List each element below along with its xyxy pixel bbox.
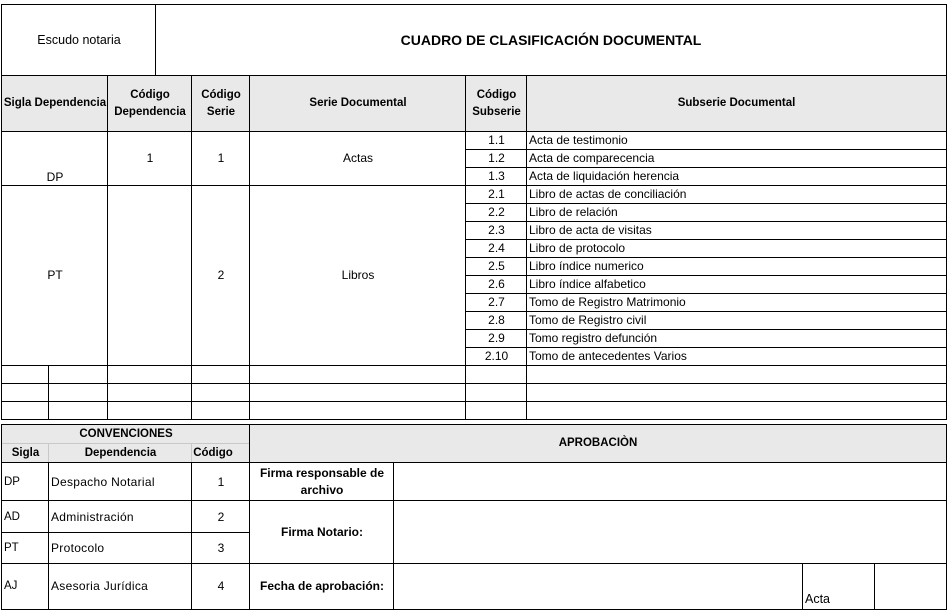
convention-codigo: 3 <box>217 541 225 555</box>
subserie-name: Libro índice alfabetico <box>529 276 646 291</box>
subserie-code: 1.3 <box>488 168 505 183</box>
col-header-codigo-subserie: Código Subserie <box>472 88 521 118</box>
subserie-name: Libro de protocolo <box>529 240 626 255</box>
grid-line <box>802 563 803 610</box>
subserie-code: 2.7 <box>488 294 505 309</box>
subserie-code: 2.3 <box>488 222 505 237</box>
grid-line <box>466 239 947 240</box>
grid-line <box>48 462 49 610</box>
grid-line <box>393 462 394 610</box>
grid-line <box>2 75 947 76</box>
convention-sigla: AJ <box>4 580 18 592</box>
grid-line <box>2 424 947 425</box>
grid-line <box>2 443 250 444</box>
subserie-code: 1.2 <box>488 150 505 165</box>
convention-dependencia: Protocolo <box>51 541 105 555</box>
fecha-aprobacion-label: Fecha de aprobación: <box>259 579 385 593</box>
subserie-name: Libro índice numerico <box>529 258 644 273</box>
subserie-name: Acta de liquidación herencia <box>529 168 680 183</box>
grid-line <box>2 383 947 384</box>
grid-line <box>466 275 947 276</box>
grid-line <box>2 500 947 501</box>
grid-line <box>249 424 250 610</box>
group-sigla: PT <box>47 267 63 282</box>
fecha-aprobacion-field[interactable] <box>394 564 803 609</box>
group-codigo-dependencia: 1 <box>146 150 154 165</box>
grid-line <box>191 462 192 610</box>
group-codigo-dependencia <box>108 266 192 284</box>
grid-line <box>1 424 2 610</box>
page-title: CUADRO DE CLASIFICACIÓN DOCUMENTAL <box>400 31 702 48</box>
subserie-name: Tomo de Registro civil <box>529 312 647 327</box>
col-header-sigla: Sigla Dependencia <box>3 97 107 109</box>
approval-title: APROBACIÒN <box>558 437 638 449</box>
grid-line <box>2 401 947 402</box>
grid-line <box>48 443 49 463</box>
convention-sigla: DP <box>4 475 20 488</box>
group-codigo-serie: 1 <box>217 150 225 165</box>
group-codigo-serie: 2 <box>217 267 225 282</box>
grid-line <box>155 4 156 75</box>
col-header-serie: Serie Documental <box>309 97 407 109</box>
col-header-subserie: Subserie Documental <box>677 97 796 109</box>
subserie-name: Libro de actas de conciliación <box>529 186 687 201</box>
conventions-header-dependencia: Dependencia <box>84 446 157 459</box>
subserie-name: Tomo de antecedentes Varios <box>529 348 687 363</box>
subserie-code: 2.4 <box>488 240 505 255</box>
convention-codigo: 1 <box>217 474 225 489</box>
grid-line <box>2 419 947 420</box>
group-sigla: DP <box>46 169 64 184</box>
grid-line <box>2 365 947 366</box>
grid-line <box>107 75 108 420</box>
grid-line <box>2 131 947 132</box>
firma-responsable-field[interactable] <box>394 463 946 501</box>
convention-dependencia: Asesoria Jurídica <box>51 579 149 593</box>
grid-line <box>946 424 947 610</box>
subserie-code: 2.10 <box>484 348 509 363</box>
subserie-code: 2.8 <box>488 312 505 327</box>
grid-line <box>466 329 947 330</box>
subserie-name: Acta de comparecencia <box>529 150 655 165</box>
grid-line <box>1 4 2 420</box>
grid-line <box>48 365 49 420</box>
subserie-code: 2.6 <box>488 276 505 291</box>
acta-field[interactable] <box>875 564 946 609</box>
grid-line <box>465 75 466 420</box>
subserie-code: 2.2 <box>488 204 505 219</box>
conventions-header-codigo: Código <box>193 446 233 459</box>
conventions-title: CONVENCIONES <box>79 428 173 440</box>
subserie-code: 2.9 <box>488 330 505 345</box>
grid-line <box>2 4 947 5</box>
grid-line <box>946 4 947 420</box>
subserie-name: Tomo de Registro Matrimonio <box>529 294 686 309</box>
grid-line <box>466 293 947 294</box>
subserie-code: 1.1 <box>488 132 505 147</box>
convention-sigla: AD <box>4 510 20 523</box>
grid-line <box>2 609 947 610</box>
logo-placeholder: Escudo notaria <box>37 32 121 47</box>
conventions-header-sigla: Sigla <box>11 446 40 459</box>
firma-notario-label: Firma Notario: <box>280 525 363 539</box>
convention-dependencia: Despacho Notarial <box>51 474 155 489</box>
subserie-code: 2.1 <box>488 186 505 201</box>
grid-line <box>466 149 947 150</box>
grid-line <box>466 347 947 348</box>
firma-notario-field[interactable] <box>394 501 946 564</box>
grid-line <box>466 167 947 168</box>
firma-responsable-label: Firma responsable de archivo <box>259 466 385 497</box>
col-header-codigo-dependencia: Código Dependencia <box>114 88 186 118</box>
col-header-codigo-serie: Código Serie <box>201 88 241 118</box>
grid-line <box>191 75 192 420</box>
grid-line <box>249 75 250 420</box>
acta-label: Acta <box>805 592 831 606</box>
grid-line <box>874 563 875 610</box>
grid-line <box>466 203 947 204</box>
grid-line <box>466 311 947 312</box>
subserie-name: Libro de relación <box>529 204 618 219</box>
grid-line <box>2 563 947 564</box>
grid-line <box>526 75 527 420</box>
grid-line <box>466 185 947 186</box>
subserie-name: Tomo registro defunción <box>529 330 658 345</box>
grid-line <box>2 532 250 533</box>
group-serie: Libros <box>341 267 375 282</box>
grid-line <box>466 257 947 258</box>
grid-line <box>2 185 466 186</box>
convention-dependencia: Administración <box>51 509 134 524</box>
grid-line <box>2 462 947 463</box>
convention-codigo: 4 <box>217 579 225 593</box>
convention-codigo: 2 <box>217 509 225 524</box>
grid-line <box>191 443 192 463</box>
convention-sigla: PT <box>4 542 19 554</box>
subserie-name: Acta de testimonio <box>529 132 628 147</box>
grid-line <box>466 221 947 222</box>
subserie-name: Libro de acta de visitas <box>529 222 652 237</box>
group-serie: Actas <box>342 150 373 165</box>
subserie-code: 2.5 <box>488 258 505 273</box>
